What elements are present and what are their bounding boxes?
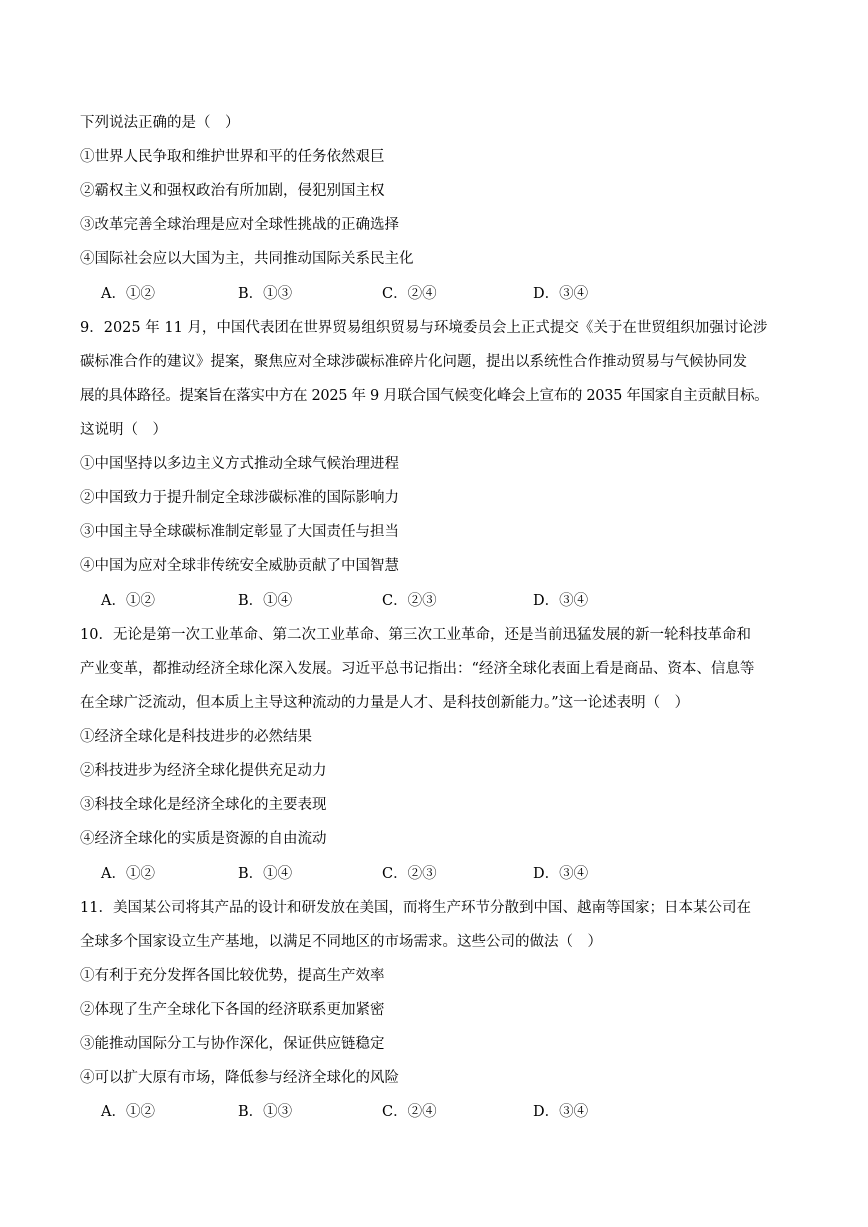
q11-statement-1: ①有利于充分发挥各国比较优势，提高生产效率 <box>80 968 385 984</box>
q10-option-d[interactable]: D．③④ <box>533 866 589 882</box>
q8-statement-3: ③改革完善全球治理是应对全球性挑战的正确选择 <box>80 217 399 233</box>
q10-stem-line-2: 产业变革，都推动经济全球化深入发展。习近平总书记指出：“经济全球化表面上看是商品、资本、信息等 <box>80 661 755 677</box>
q9-stem-line-3: 展的具体路径。提案旨在落实中方在 2025 年 9 月联合国气候变化峰会上宣布的 2035 年国家自主贡献目标。 <box>80 388 769 404</box>
q11-option-d[interactable]: D．③④ <box>533 1104 589 1120</box>
q8-stem: 下列说法正确的是（ ） <box>80 115 240 131</box>
q9-option-a[interactable]: A．①② <box>101 593 155 609</box>
q10-statement-3: ③科技全球化是经济全球化的主要表现 <box>80 797 327 813</box>
q8-statement-2: ②霸权主义和强权政治有所加剧，侵犯别国主权 <box>80 183 385 199</box>
q10-statement-4: ④经济全球化的实质是资源的自由流动 <box>80 831 327 847</box>
q10-stem-line-1: 10．无论是第一次工业革命、第二次工业革命、第三次工业革命，还是当前迅猛发展的新一轮科技革命和 <box>80 627 751 643</box>
q9-option-b[interactable]: B．①④ <box>238 593 293 609</box>
q8-option-d[interactable]: D．③④ <box>533 286 589 302</box>
q9-statement-2: ②中国致力于提升制定全球涉碳标准的国际影响力 <box>80 490 399 506</box>
q8-statement-1: ①世界人民争取和维护世界和平的任务依然艰巨 <box>80 149 385 165</box>
q8-option-a[interactable]: A．①② <box>101 286 155 302</box>
q10-option-b[interactable]: B．①④ <box>238 866 293 882</box>
q10-option-a[interactable]: A．①② <box>101 866 155 882</box>
q9-option-c[interactable]: C．②③ <box>382 593 437 609</box>
q11-option-c[interactable]: C．②④ <box>382 1104 437 1120</box>
q10-stem-line-3: 在全球广泛流动，但本质上主导这种流动的力量是人才、是科技创新能力。”这一论述表明（ ） <box>80 695 690 711</box>
q11-option-b[interactable]: B．①③ <box>238 1104 293 1120</box>
q9-stem-line-1: 9．2025 年 11 月，中国代表团在世界贸易组织贸易与环境委员会上正式提交《关于在世贸组织加强讨论涉 <box>80 320 768 336</box>
q11-statement-4: ④可以扩大原有市场，降低参与经济全球化的风险 <box>80 1070 399 1086</box>
q9-statement-1: ①中国坚持以多边主义方式推动全球气候治理进程 <box>80 456 399 472</box>
q9-stem-line-2: 碳标准合作的建议》提案，聚焦应对全球涉碳标准碎片化问题，提出以系统性合作推动贸易与气候协同发 <box>80 354 747 370</box>
q8-option-b[interactable]: B．①③ <box>238 286 293 302</box>
q11-statement-2: ②体现了生产全球化下各国的经济联系更加紧密 <box>80 1002 385 1018</box>
q11-statement-3: ③能推动国际分工与协作深化，保证供应链稳定 <box>80 1036 385 1052</box>
q9-statement-3: ③中国主导全球碳标准制定彰显了大国责任与担当 <box>80 524 399 540</box>
q9-stem-line-4: 这说明（ ） <box>80 422 167 438</box>
q9-statement-4: ④中国为应对全球非传统安全威胁贡献了中国智慧 <box>80 558 399 574</box>
q11-stem-line-2: 全球多个国家设立生产基地，以满足不同地区的市场需求。这些公司的做法（ ） <box>80 934 602 950</box>
q10-statement-1: ①经济全球化是科技进步的必然结果 <box>80 729 312 745</box>
q11-option-a[interactable]: A．①② <box>101 1104 155 1120</box>
q9-option-d[interactable]: D．③④ <box>533 593 589 609</box>
q8-statement-4: ④国际社会应以大国为主，共同推动国际关系民主化 <box>80 251 414 267</box>
q8-option-c[interactable]: C．②④ <box>382 286 437 302</box>
q10-option-c[interactable]: C．②③ <box>382 866 437 882</box>
q10-statement-2: ②科技进步为经济全球化提供充足动力 <box>80 763 327 779</box>
q11-stem-line-1: 11．美国某公司将其产品的设计和研发放在美国，而将生产环节分散到中国、越南等国家；日本某公司在 <box>80 900 751 916</box>
